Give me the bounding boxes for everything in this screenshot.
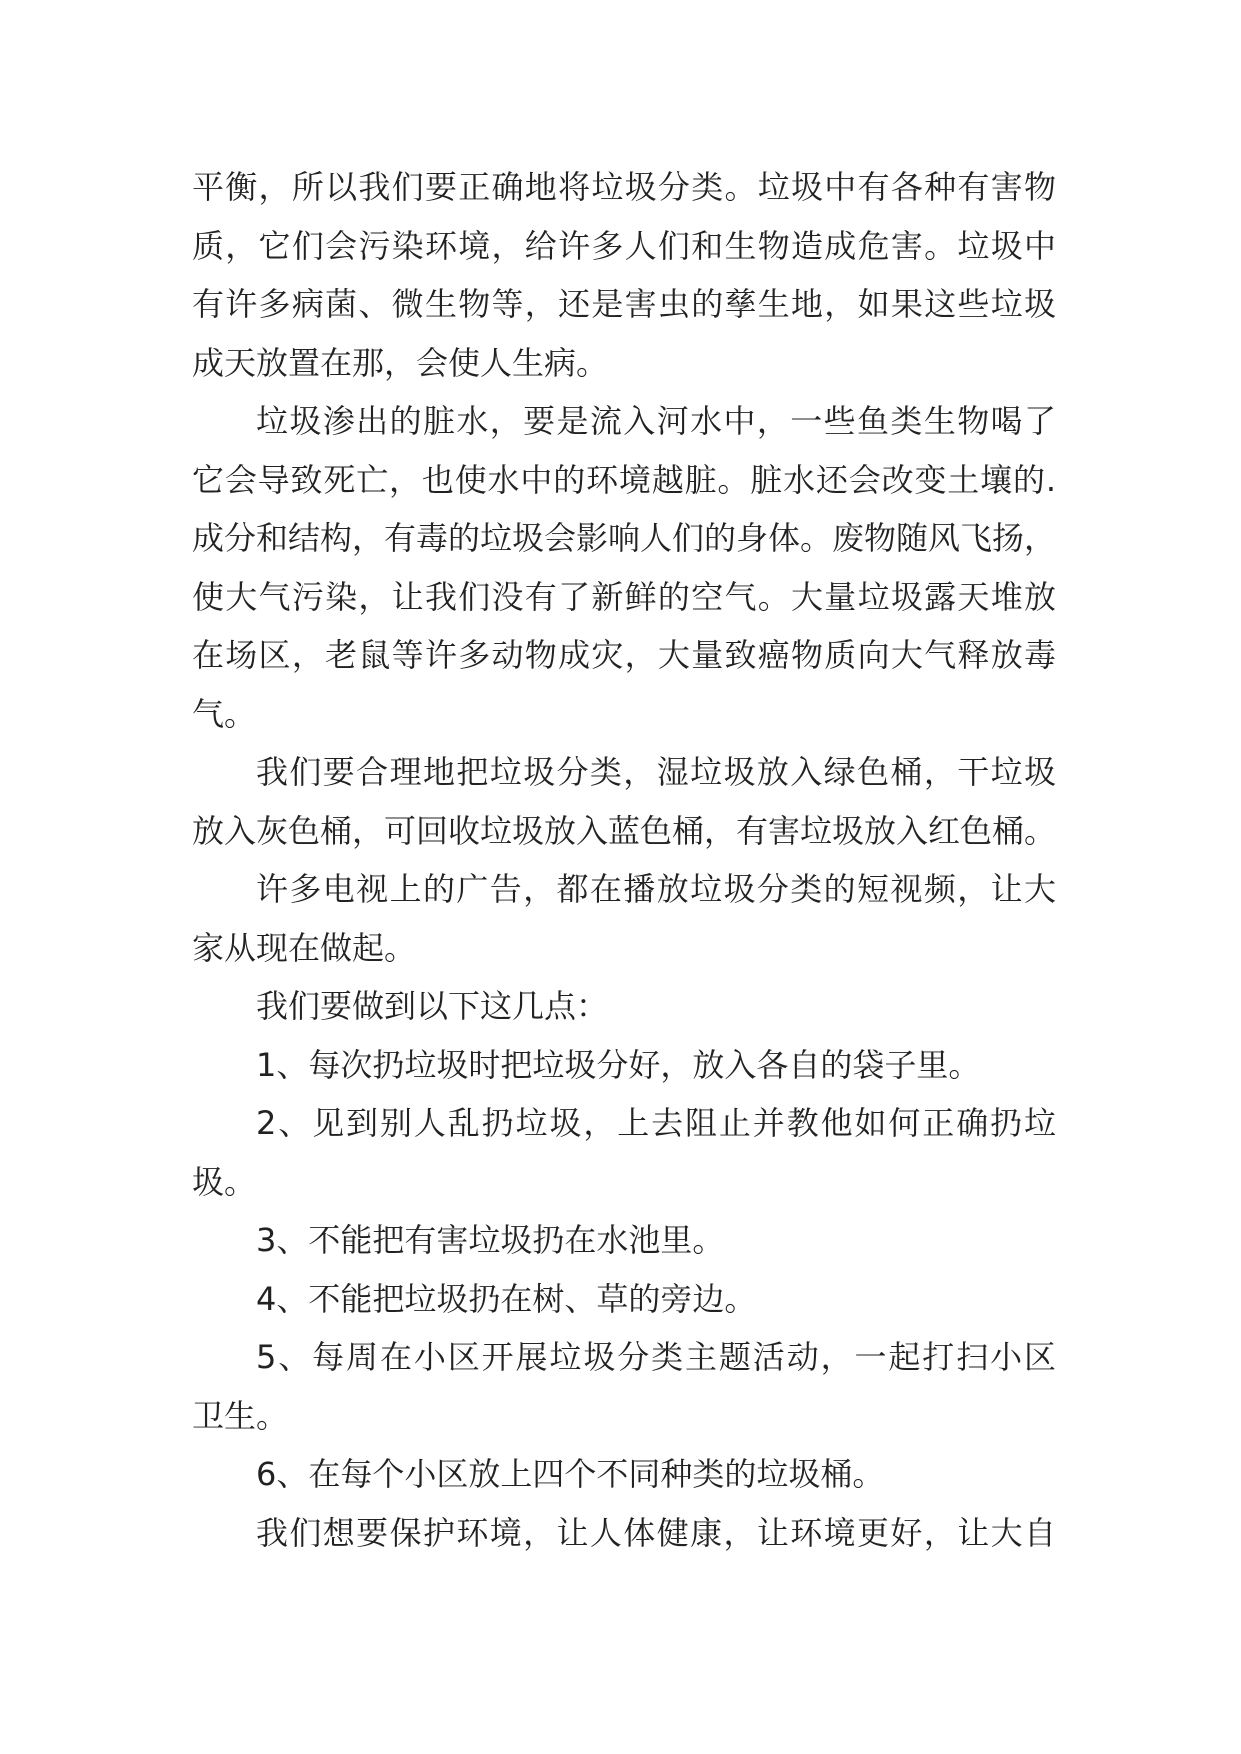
text-line: 成分和结构，有毒的垃圾会影响人们的身体。废物随风飞扬， <box>192 519 1057 557</box>
list-item: 6、在每个小区放上四个不同种类的垃圾桶。 <box>256 1455 885 1493</box>
text-line: 我们要合理地把垃圾分类，湿垃圾放入绿色桶，干垃圾 <box>256 753 1056 791</box>
list-item: 4、不能把垃圾扔在树、草的旁边。 <box>256 1279 757 1318</box>
list-item: 1、每次扔垃圾时把垃圾分好，放入各自的袋子里。 <box>256 1045 981 1084</box>
text-line: 有许多病菌、微生物等，还是害虫的孳生地，如果这些垃圾 <box>192 285 1056 323</box>
list-item: 2、见到别人乱扔垃圾，上去阻止并教他如何正确扔垃 <box>256 1104 1056 1142</box>
text-line: 放入灰色桶，可回收垃圾放入蓝色桶，有害垃圾放入红色桶。 <box>192 811 1057 850</box>
text-line: 垃圾渗出的脏水，要是流入河水中，一些鱼类生物喝了 <box>256 402 1056 440</box>
body-text <box>192 158 1056 1562</box>
text-line: 气。 <box>192 694 257 733</box>
text-line: 我们要做到以下这几点： <box>256 987 609 1025</box>
text-line: 成天放置在那，会使人生病。 <box>192 343 609 382</box>
text-line: 家从现在做起。 <box>192 928 417 967</box>
text-line: 我们想要保护环境，让人体健康，让环境更好，让大自 <box>256 1513 1056 1552</box>
list-item: 5、每周在小区开展垃圾分类主题活动，一起打扫小区 <box>256 1338 1056 1376</box>
text-line: 它会导致死亡，也使水中的环境越脏。脏水还会改变土壤的. <box>192 460 1056 499</box>
text-line: 在场区，老鼠等许多动物成灾，大量致癌物质向大气释放毒 <box>192 636 1056 674</box>
text-line: 卫生。 <box>192 1396 289 1435</box>
list-item: 3、不能把有害垃圾扔在水池里。 <box>256 1221 725 1259</box>
text-line: 平衡，所以我们要正确地将垃圾分类。垃圾中有各种有害物 <box>192 168 1056 206</box>
text-line: 质，它们会污染环境，给许多人们和生物造成危害。垃圾中 <box>192 226 1056 265</box>
text-line: 使大气污染，让我们没有了新鲜的空气。大量垃圾露天堆放 <box>192 577 1056 616</box>
text-line: 许多电视上的广告，都在播放垃圾分类的短视频，让大 <box>256 870 1056 908</box>
text-line: 圾。 <box>192 1162 257 1201</box>
